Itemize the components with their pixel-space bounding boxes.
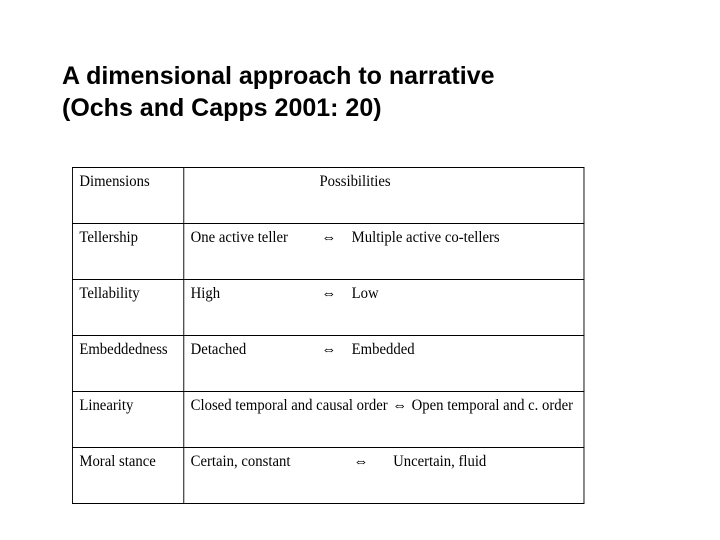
double-arrow-icon: ⇔: [392, 397, 408, 414]
table-row: [72, 224, 584, 280]
dimensions-table: [72, 167, 584, 504]
possibility-left: Certain, constant: [190, 453, 291, 470]
possibility-right: Embedded: [351, 341, 415, 358]
possibility-right: Uncertain, fluid: [393, 453, 487, 470]
double-arrow-icon: ⇔: [353, 453, 369, 470]
slide-title-line-2: (Ochs and Capps 2001: 20): [62, 94, 382, 122]
row-dimension: Moral stance: [72, 448, 183, 504]
table-row: [72, 392, 584, 448]
row-dimension: Tellability: [72, 280, 183, 336]
row-possibilities: [184, 280, 584, 336]
row-dimension: Linearity: [72, 392, 183, 448]
row-possibilities: [184, 224, 584, 280]
double-arrow-icon: ⇔: [321, 229, 337, 246]
possibility-right: Open temporal and c. order: [411, 397, 574, 414]
possibility-right: Low: [351, 285, 379, 302]
possibility-left: Closed temporal and causal order: [190, 397, 388, 414]
possibility-left: One active teller: [190, 229, 288, 246]
table-row: [72, 336, 584, 392]
possibility-left: Detached: [190, 341, 247, 358]
header-possibilities: [184, 168, 584, 224]
row-possibilities: [184, 336, 584, 392]
possibility-left: High: [190, 285, 221, 302]
possibility-right: Multiple active co-tellers: [351, 229, 500, 246]
row-possibilities: [184, 392, 584, 448]
table-row: [72, 280, 584, 336]
row-dimension: Tellership: [72, 224, 183, 280]
double-arrow-icon: ⇔: [321, 285, 337, 302]
header-dimensions: Dimensions: [72, 168, 183, 224]
header-possibilities-label: Possibilities: [319, 173, 391, 190]
table-row: [72, 448, 584, 504]
slide-title: [62, 60, 495, 124]
double-arrow-icon: ⇔: [321, 341, 337, 358]
row-dimension: Embeddedness: [72, 336, 183, 392]
table-header-row: [72, 168, 584, 224]
slide-title-line-1: A dimensional approach to narrative: [62, 62, 495, 90]
row-possibilities: [184, 448, 584, 504]
